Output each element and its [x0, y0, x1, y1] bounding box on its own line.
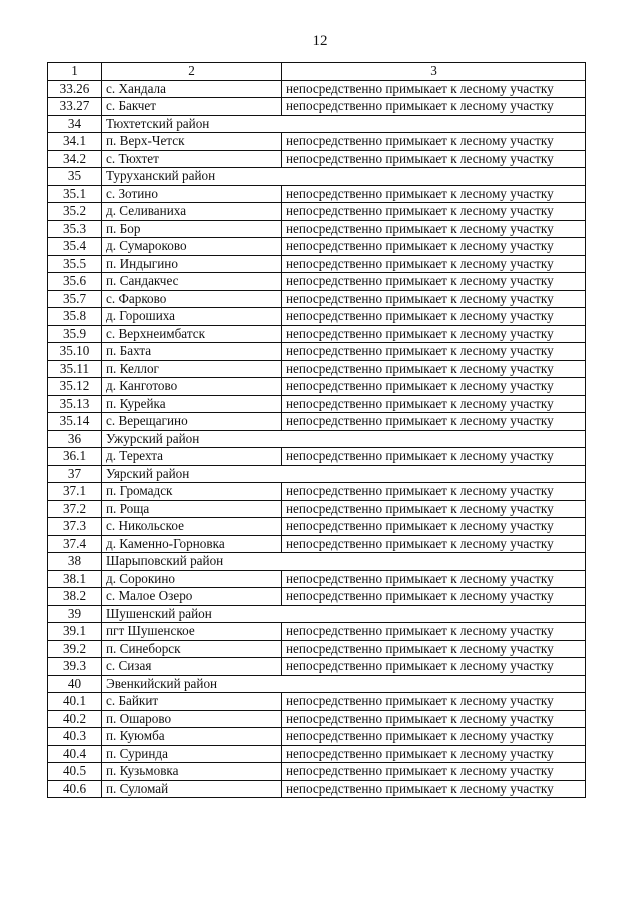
- row-number: 40: [48, 675, 102, 693]
- settlement-name: п. Кузьмовка: [102, 763, 282, 781]
- table-row: [48, 150, 586, 168]
- row-number: 35.1: [48, 185, 102, 203]
- forest-status: непосредственно примыкает к лесному участку: [282, 658, 586, 676]
- forest-status: непосредственно примыкает к лесному участку: [282, 500, 586, 518]
- table-header-row: [48, 63, 586, 81]
- forest-status: непосредственно примыкает к лесному участку: [282, 343, 586, 361]
- district-name: Уярский район: [102, 465, 586, 483]
- table-row: [48, 133, 586, 151]
- settlement-name: п. Громадск: [102, 483, 282, 501]
- settlement-name: с. Бакчет: [102, 98, 282, 116]
- settlement-name: п. Роща: [102, 500, 282, 518]
- settlement-name: с. Фарково: [102, 290, 282, 308]
- settlement-name: д. Сумароково: [102, 238, 282, 256]
- table-row: [48, 203, 586, 221]
- forest-status: непосредственно примыкает к лесному участку: [282, 623, 586, 641]
- settlement-name: с. Верещагино: [102, 413, 282, 431]
- row-number: 38.1: [48, 570, 102, 588]
- forest-status: непосредственно примыкает к лесному участку: [282, 238, 586, 256]
- table-row: [48, 763, 586, 781]
- table-row: [48, 518, 586, 536]
- forest-status: непосредственно примыкает к лесному участку: [282, 728, 586, 746]
- row-number: 36.1: [48, 448, 102, 466]
- row-number: 40.4: [48, 745, 102, 763]
- page-number: 12: [312, 33, 328, 49]
- table-row: [48, 500, 586, 518]
- settlement-name: п. Ошарово: [102, 710, 282, 728]
- table-body: [48, 63, 586, 798]
- forest-status: непосредственно примыкает к лесному участку: [282, 290, 586, 308]
- settlement-name: п. Сандакчес: [102, 273, 282, 291]
- forest-status: непосредственно примыкает к лесному участку: [282, 763, 586, 781]
- forest-status: непосредственно примыкает к лесному участку: [282, 273, 586, 291]
- row-number: 35.4: [48, 238, 102, 256]
- row-number: 35.14: [48, 413, 102, 431]
- forest-status: непосредственно примыкает к лесному участку: [282, 483, 586, 501]
- table-row: [48, 693, 586, 711]
- forest-status: непосредственно примыкает к лесному участку: [282, 448, 586, 466]
- settlement-name: д. Селиваниха: [102, 203, 282, 221]
- table-row: [48, 710, 586, 728]
- settlement-name: с. Тюхтет: [102, 150, 282, 168]
- row-number: 40.6: [48, 780, 102, 798]
- row-number: 35.11: [48, 360, 102, 378]
- settlement-name: п. Келлог: [102, 360, 282, 378]
- forest-status: непосредственно примыкает к лесному участку: [282, 518, 586, 536]
- table-row: [48, 570, 586, 588]
- table-row: [48, 623, 586, 641]
- forest-status: непосредственно примыкает к лесному участку: [282, 413, 586, 431]
- row-number: 37.3: [48, 518, 102, 536]
- row-number: 33.26: [48, 80, 102, 98]
- district-row: [48, 605, 586, 623]
- row-number: 39.3: [48, 658, 102, 676]
- district-name: Ужурский район: [102, 430, 586, 448]
- forest-status: непосредственно примыкает к лесному участку: [282, 98, 586, 116]
- row-number: 38.2: [48, 588, 102, 606]
- forest-status: непосредственно примыкает к лесному участку: [282, 325, 586, 343]
- table-row: [48, 395, 586, 413]
- table-row: [48, 640, 586, 658]
- settlement-name: п. Куюмба: [102, 728, 282, 746]
- forest-status: непосредственно примыкает к лесному участку: [282, 693, 586, 711]
- settlement-name: п. Бор: [102, 220, 282, 238]
- forest-status: непосредственно примыкает к лесному участку: [282, 220, 586, 238]
- row-number: 37: [48, 465, 102, 483]
- district-name: Шарыповский район: [102, 553, 586, 571]
- row-number: 39.1: [48, 623, 102, 641]
- row-number: 40.3: [48, 728, 102, 746]
- settlement-name: с. Хандала: [102, 80, 282, 98]
- settlement-name: д. Терехта: [102, 448, 282, 466]
- table-row: [48, 308, 586, 326]
- table-row: [48, 325, 586, 343]
- row-number: 35.13: [48, 395, 102, 413]
- row-number: 35.12: [48, 378, 102, 396]
- header-col-3: 3: [282, 63, 586, 81]
- settlement-name: пгт Шушенское: [102, 623, 282, 641]
- table-row: [48, 80, 586, 98]
- table-row: [48, 290, 586, 308]
- table-row: [48, 483, 586, 501]
- forest-status: непосредственно примыкает к лесному участку: [282, 378, 586, 396]
- forest-status: непосредственно примыкает к лесному участку: [282, 133, 586, 151]
- forest-status: непосредственно примыкает к лесному участку: [282, 150, 586, 168]
- forest-status: непосредственно примыкает к лесному участку: [282, 588, 586, 606]
- row-number: 39.2: [48, 640, 102, 658]
- row-number: 37.4: [48, 535, 102, 553]
- table-row: [48, 728, 586, 746]
- district-row: [48, 675, 586, 693]
- row-number: 40.2: [48, 710, 102, 728]
- settlement-name: д. Каменно-Горновка: [102, 535, 282, 553]
- row-number: 35.10: [48, 343, 102, 361]
- forest-status: непосредственно примыкает к лесному участку: [282, 185, 586, 203]
- settlement-name: д. Горошиха: [102, 308, 282, 326]
- district-row: [48, 430, 586, 448]
- forest-status: непосредственно примыкает к лесному участку: [282, 780, 586, 798]
- row-number: 35: [48, 168, 102, 186]
- table-row: [48, 273, 586, 291]
- settlement-name: п. Курейка: [102, 395, 282, 413]
- settlement-name: п. Верх-Четск: [102, 133, 282, 151]
- settlement-name: п. Суломай: [102, 780, 282, 798]
- district-name: Эвенкийский район: [102, 675, 586, 693]
- table-row: [48, 360, 586, 378]
- forest-status: непосредственно примыкает к лесному участку: [282, 308, 586, 326]
- header-col-2: 2: [102, 63, 282, 81]
- settlement-name: п. Бахта: [102, 343, 282, 361]
- forest-status: непосредственно примыкает к лесному участку: [282, 570, 586, 588]
- forest-status: непосредственно примыкает к лесному участку: [282, 745, 586, 763]
- settlement-name: п. Индыгино: [102, 255, 282, 273]
- header-col-1: 1: [48, 63, 102, 81]
- table-row: [48, 535, 586, 553]
- district-row: [48, 168, 586, 186]
- district-row: [48, 115, 586, 133]
- forest-status: непосредственно примыкает к лесному участку: [282, 360, 586, 378]
- settlement-name: д. Канготово: [102, 378, 282, 396]
- row-number: 35.3: [48, 220, 102, 238]
- settlements-table: [47, 62, 586, 798]
- settlement-name: с. Верхнеимбатск: [102, 325, 282, 343]
- row-number: 35.5: [48, 255, 102, 273]
- row-number: 37.1: [48, 483, 102, 501]
- table-row: [48, 413, 586, 431]
- forest-status: непосредственно примыкает к лесному участку: [282, 80, 586, 98]
- row-number: 40.5: [48, 763, 102, 781]
- row-number: 35.8: [48, 308, 102, 326]
- settlement-name: с. Сизая: [102, 658, 282, 676]
- row-number: 40.1: [48, 693, 102, 711]
- district-name: Тюхтетский район: [102, 115, 586, 133]
- settlement-name: п. Синеборск: [102, 640, 282, 658]
- settlement-name: д. Сорокино: [102, 570, 282, 588]
- table-row: [48, 238, 586, 256]
- forest-status: непосредственно примыкает к лесному участку: [282, 255, 586, 273]
- forest-status: непосредственно примыкает к лесному участку: [282, 395, 586, 413]
- forest-status: непосредственно примыкает к лесному участку: [282, 710, 586, 728]
- settlement-name: с. Никольское: [102, 518, 282, 536]
- table-row: [48, 343, 586, 361]
- table-row: [48, 98, 586, 116]
- row-number: 37.2: [48, 500, 102, 518]
- district-name: Туруханский район: [102, 168, 586, 186]
- row-number: 34.2: [48, 150, 102, 168]
- settlement-name: с. Байкит: [102, 693, 282, 711]
- forest-status: непосредственно примыкает к лесному участку: [282, 535, 586, 553]
- table-row: [48, 780, 586, 798]
- row-number: 35.2: [48, 203, 102, 221]
- row-number: 35.6: [48, 273, 102, 291]
- district-name: Шушенский район: [102, 605, 586, 623]
- row-number: 34: [48, 115, 102, 133]
- row-number: 35.7: [48, 290, 102, 308]
- table-row: [48, 588, 586, 606]
- row-number: 39: [48, 605, 102, 623]
- row-number: 33.27: [48, 98, 102, 116]
- district-row: [48, 553, 586, 571]
- settlement-name: с. Зотино: [102, 185, 282, 203]
- table-row: [48, 448, 586, 466]
- table-row: [48, 255, 586, 273]
- row-number: 38: [48, 553, 102, 571]
- district-row: [48, 465, 586, 483]
- forest-status: непосредственно примыкает к лесному участку: [282, 640, 586, 658]
- row-number: 36: [48, 430, 102, 448]
- row-number: 34.1: [48, 133, 102, 151]
- table-row: [48, 745, 586, 763]
- settlement-name: п. Суринда: [102, 745, 282, 763]
- forest-status: непосредственно примыкает к лесному участку: [282, 203, 586, 221]
- row-number: 35.9: [48, 325, 102, 343]
- table-row: [48, 185, 586, 203]
- table-row: [48, 658, 586, 676]
- table-row: [48, 220, 586, 238]
- table-row: [48, 378, 586, 396]
- settlement-name: с. Малое Озеро: [102, 588, 282, 606]
